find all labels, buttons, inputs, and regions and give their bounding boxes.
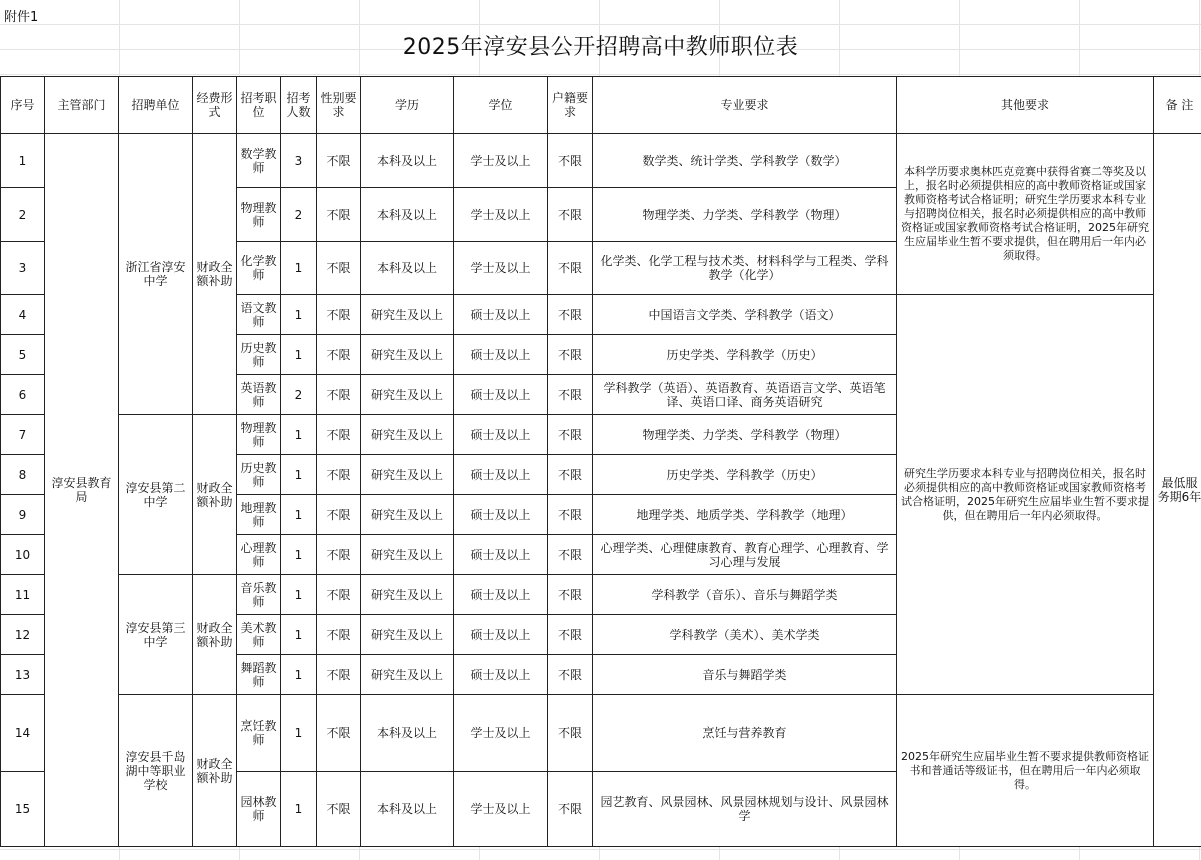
funding-cell: 财政全额补助 (193, 415, 237, 575)
unit-cell: 淳安县千岛湖中等职业学校 (119, 695, 193, 847)
education-cell: 研究生及以上 (361, 335, 454, 375)
gender-cell: 不限 (317, 655, 361, 695)
degree-cell: 硕士及以上 (454, 615, 548, 655)
header-row (1, 77, 1201, 134)
gender-cell: 不限 (317, 335, 361, 375)
other-requirements-cell: 2025年研究生应届毕业生暂不要求提供教师资格证书和普通话等级证书，但在聘用后一年内必须取得。 (897, 695, 1154, 847)
funding-cell: 财政全额补助 (193, 695, 237, 847)
seq-cell: 12 (1, 615, 45, 655)
attachment-label: 附件1 (4, 10, 39, 25)
gender-cell: 不限 (317, 134, 361, 188)
degree-cell: 学士及以上 (454, 772, 548, 847)
position-cell: 数学教师 (237, 134, 281, 188)
dept-cell: 淳安县教育局 (45, 134, 119, 847)
education-cell: 研究生及以上 (361, 415, 454, 455)
header-gender: 性别要求 (317, 77, 361, 134)
gender-cell: 不限 (317, 575, 361, 615)
hukou-cell: 不限 (548, 695, 593, 772)
hukou-cell: 不限 (548, 134, 593, 188)
gender-cell: 不限 (317, 375, 361, 415)
header-position: 招考职位 (237, 77, 281, 134)
seq-cell: 9 (1, 495, 45, 535)
education-cell: 研究生及以上 (361, 615, 454, 655)
major-cell: 历史学类、学科教学（历史） (593, 455, 897, 495)
hukou-cell: 不限 (548, 615, 593, 655)
hukou-cell: 不限 (548, 242, 593, 295)
hukou-cell: 不限 (548, 772, 593, 847)
education-cell: 本科及以上 (361, 695, 454, 772)
count-cell: 1 (281, 615, 317, 655)
position-cell: 心理教师 (237, 535, 281, 575)
hukou-cell: 不限 (548, 535, 593, 575)
table-row (1, 134, 1201, 188)
education-cell: 研究生及以上 (361, 375, 454, 415)
major-cell: 烹饪与营养教育 (593, 695, 897, 772)
unit-cell: 淳安县第三中学 (119, 575, 193, 695)
hukou-cell: 不限 (548, 295, 593, 335)
major-cell: 学科教学（美术）、美术学类 (593, 615, 897, 655)
seq-cell: 2 (1, 188, 45, 242)
major-cell: 化学类、化学工程与技术类、材料科学与工程类、学科教学（化学） (593, 242, 897, 295)
count-cell: 3 (281, 134, 317, 188)
major-cell: 数学类、统计学类、学科教学（数学） (593, 134, 897, 188)
position-cell: 物理教师 (237, 415, 281, 455)
degree-cell: 学士及以上 (454, 188, 548, 242)
education-cell: 研究生及以上 (361, 295, 454, 335)
gender-cell: 不限 (317, 188, 361, 242)
header-other: 其他要求 (897, 77, 1154, 134)
degree-cell: 硕士及以上 (454, 575, 548, 615)
unit-cell: 浙江省淳安中学 (119, 134, 193, 415)
header-degree: 学位 (454, 77, 548, 134)
hukou-cell: 不限 (548, 188, 593, 242)
count-cell: 1 (281, 695, 317, 772)
header-hukou: 户籍要求 (548, 77, 593, 134)
major-cell: 历史学类、学科教学（历史） (593, 335, 897, 375)
gender-cell: 不限 (317, 242, 361, 295)
hukou-cell: 不限 (548, 575, 593, 615)
hukou-cell: 不限 (548, 655, 593, 695)
count-cell: 1 (281, 335, 317, 375)
seq-cell: 5 (1, 335, 45, 375)
hukou-cell: 不限 (548, 495, 593, 535)
position-cell: 历史教师 (237, 335, 281, 375)
education-cell: 本科及以上 (361, 134, 454, 188)
other-requirements-cell: 研究生学历要求本科专业与招聘岗位相关，报名时必须提供相应的高中教师资格证或国家教师资格考试合格证明，2025年研究生应届毕业生暂不要求提供，但在聘用后一年内必须取得。 (897, 295, 1154, 695)
major-cell: 音乐与舞蹈学类 (593, 655, 897, 695)
degree-cell: 硕士及以上 (454, 535, 548, 575)
header-funding: 经费形式 (193, 77, 237, 134)
count-cell: 2 (281, 188, 317, 242)
count-cell: 2 (281, 375, 317, 415)
major-cell: 物理学类、力学类、学科教学（物理） (593, 415, 897, 455)
header-dept: 主管部门 (45, 77, 119, 134)
gender-cell: 不限 (317, 535, 361, 575)
seq-cell: 4 (1, 295, 45, 335)
header-unit: 招聘单位 (119, 77, 193, 134)
education-cell: 研究生及以上 (361, 575, 454, 615)
education-cell: 本科及以上 (361, 242, 454, 295)
education-cell: 本科及以上 (361, 772, 454, 847)
degree-cell: 硕士及以上 (454, 455, 548, 495)
seq-cell: 13 (1, 655, 45, 695)
table-row (1, 695, 1201, 772)
count-cell: 1 (281, 415, 317, 455)
position-cell: 地理教师 (237, 495, 281, 535)
position-cell: 园林教师 (237, 772, 281, 847)
major-cell: 学科教学（音乐）、音乐与舞蹈学类 (593, 575, 897, 615)
seq-cell: 7 (1, 415, 45, 455)
hukou-cell: 不限 (548, 375, 593, 415)
position-cell: 物理教师 (237, 188, 281, 242)
seq-cell: 6 (1, 375, 45, 415)
count-cell: 1 (281, 772, 317, 847)
funding-cell: 财政全额补助 (193, 575, 237, 695)
degree-cell: 学士及以上 (454, 695, 548, 772)
gender-cell: 不限 (317, 295, 361, 335)
education-cell: 研究生及以上 (361, 655, 454, 695)
seq-cell: 10 (1, 535, 45, 575)
major-cell: 地理学类、地质学类、学科教学（地理） (593, 495, 897, 535)
count-cell: 1 (281, 242, 317, 295)
header-education: 学历 (361, 77, 454, 134)
position-cell: 烹饪教师 (237, 695, 281, 772)
unit-cell: 淳安县第二中学 (119, 415, 193, 575)
position-cell: 美术教师 (237, 615, 281, 655)
major-cell: 中国语言文学类、学科教学（语文） (593, 295, 897, 335)
header-major: 专业要求 (593, 77, 897, 134)
major-cell: 园艺教育、风景园林、风景园林规划与设计、风景园林学 (593, 772, 897, 847)
header-remark: 备 注 (1154, 77, 1201, 134)
position-cell: 化学教师 (237, 242, 281, 295)
positions-table (0, 76, 1201, 847)
count-cell: 1 (281, 295, 317, 335)
position-cell: 历史教师 (237, 455, 281, 495)
count-cell: 1 (281, 495, 317, 535)
remark-cell: 最低服务期6年 (1154, 134, 1201, 847)
seq-cell: 14 (1, 695, 45, 772)
education-cell: 研究生及以上 (361, 535, 454, 575)
education-cell: 研究生及以上 (361, 495, 454, 535)
seq-cell: 11 (1, 575, 45, 615)
hukou-cell: 不限 (548, 455, 593, 495)
other-requirements-cell: 本科学历要求奥林匹克竞赛中获得省赛二等奖及以上，报名时必须提供相应的高中教师资格证或国家教师资格考试合格证明；研究生学历要求本科专业与招聘岗位相关，报名时必须提供相应的高中教师资格证或国家教师资格考试合格证明，2025年研究生应届毕业生暂不要求提供，但在聘用后一年内必须取得。 (897, 134, 1154, 295)
position-cell: 舞蹈教师 (237, 655, 281, 695)
seq-cell: 8 (1, 455, 45, 495)
count-cell: 1 (281, 535, 317, 575)
position-cell: 语文教师 (237, 295, 281, 335)
major-cell: 学科教学（英语）、英语教育、英语语言文学、英语笔译、英语口译、商务英语研究 (593, 375, 897, 415)
degree-cell: 硕士及以上 (454, 655, 548, 695)
count-cell: 1 (281, 455, 317, 495)
position-cell: 英语教师 (237, 375, 281, 415)
count-cell: 1 (281, 575, 317, 615)
gender-cell: 不限 (317, 615, 361, 655)
hukou-cell: 不限 (548, 335, 593, 375)
seq-cell: 3 (1, 242, 45, 295)
position-cell: 音乐教师 (237, 575, 281, 615)
education-cell: 本科及以上 (361, 188, 454, 242)
header-count: 招考人数 (281, 77, 317, 134)
education-cell: 研究生及以上 (361, 455, 454, 495)
gender-cell: 不限 (317, 455, 361, 495)
gender-cell: 不限 (317, 772, 361, 847)
seq-cell: 15 (1, 772, 45, 847)
gender-cell: 不限 (317, 695, 361, 772)
degree-cell: 学士及以上 (454, 134, 548, 188)
funding-cell: 财政全额补助 (193, 134, 237, 415)
count-cell: 1 (281, 655, 317, 695)
degree-cell: 硕士及以上 (454, 375, 548, 415)
major-cell: 物理学类、力学类、学科教学（物理） (593, 188, 897, 242)
gender-cell: 不限 (317, 415, 361, 455)
degree-cell: 硕士及以上 (454, 495, 548, 535)
degree-cell: 硕士及以上 (454, 295, 548, 335)
header-seq: 序号 (1, 77, 45, 134)
seq-cell: 1 (1, 134, 45, 188)
degree-cell: 硕士及以上 (454, 415, 548, 455)
hukou-cell: 不限 (548, 415, 593, 455)
gender-cell: 不限 (317, 495, 361, 535)
degree-cell: 硕士及以上 (454, 335, 548, 375)
page-title: 2025年淳安县公开招聘高中教师职位表 (402, 35, 799, 60)
degree-cell: 学士及以上 (454, 242, 548, 295)
major-cell: 心理学类、心理健康教育、教育心理学、心理教育、学习心理与发展 (593, 535, 897, 575)
